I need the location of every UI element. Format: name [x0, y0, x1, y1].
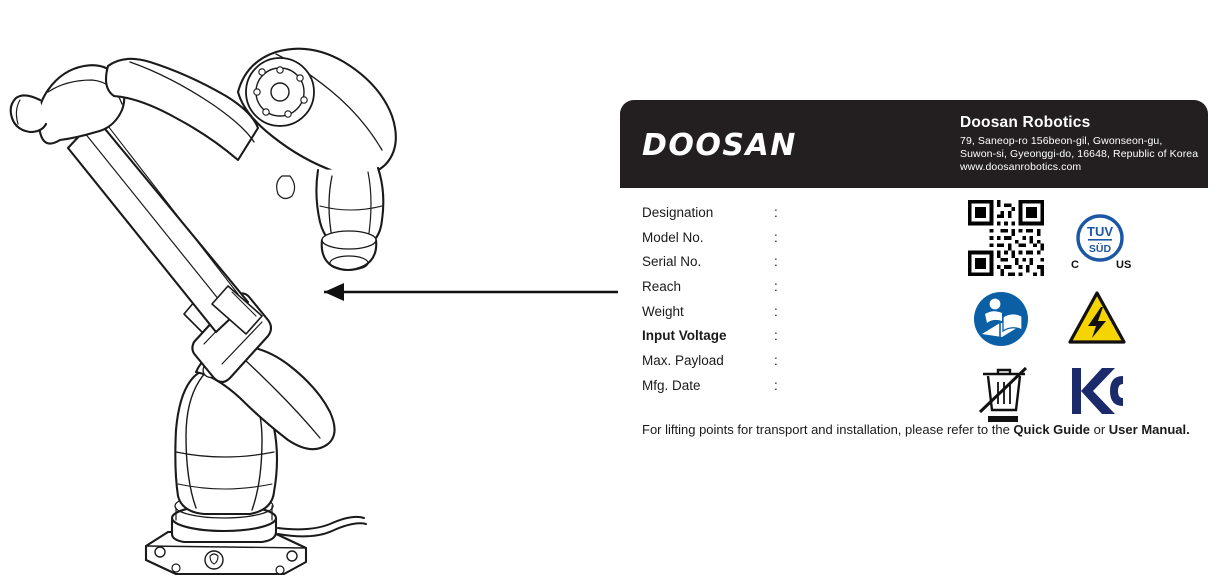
read-manual-pictogram-icon: [972, 290, 1030, 348]
field-row-mfg-date: [642, 373, 972, 398]
field-label-model-no: Model No.: [642, 229, 704, 245]
company-name: Doosan Robotics: [960, 114, 1091, 131]
company-address-line-1: 79, Saneop-ro 156beon-gil, Gwonseon-gu,: [960, 135, 1163, 147]
callout-arrow: [300, 280, 620, 304]
field-colon-weight: :: [774, 303, 778, 319]
note-text-before: For lifting points for transport and installation, please refer to the: [642, 422, 1014, 437]
svg-text:US: US: [1116, 259, 1132, 271]
field-row-max-payload: [642, 348, 972, 373]
nameplate-header: [620, 100, 1208, 188]
nameplate-field-list: [642, 200, 972, 398]
field-colon-reach: :: [774, 278, 778, 294]
field-label-max-payload: Max. Payload: [642, 352, 724, 368]
field-label-mfg-date: Mfg. Date: [642, 377, 701, 393]
field-row-model-no: [642, 225, 972, 250]
certification-marks-area: [960, 192, 1200, 414]
qr-code-icon: [968, 200, 1044, 276]
field-label-weight: Weight: [642, 303, 684, 319]
field-colon-mfg-date: :: [774, 377, 778, 393]
field-colon-input-voltage: :: [774, 328, 778, 344]
field-row-input-voltage: [642, 323, 972, 348]
high-voltage-warning-pictogram-icon: [1068, 290, 1126, 348]
field-label-input-voltage: Input Voltage: [642, 328, 727, 344]
field-row-weight: [642, 299, 972, 324]
callout-arrow-svg: [300, 280, 620, 304]
tuv-sud-certification-mark-icon: [1068, 210, 1132, 274]
product-nameplate: [620, 100, 1208, 458]
svg-text:C: C: [1071, 259, 1079, 271]
note-user-manual: User Manual.: [1108, 422, 1190, 437]
field-label-designation: Designation: [642, 204, 714, 220]
svg-text:SÜD: SÜD: [1088, 243, 1112, 255]
field-colon-serial-no: :: [774, 254, 778, 270]
doosan-logo-wordmark: DOOSAN: [642, 128, 797, 163]
company-info-block: [960, 114, 1198, 174]
lifting-points-note: [642, 422, 1190, 437]
note-quick-guide: Quick Guide: [1013, 422, 1090, 437]
field-row-serial-no: [642, 249, 972, 274]
field-row-designation: [642, 200, 972, 225]
weee-crossed-out-bin-pictogram-icon: [974, 362, 1032, 424]
note-text-middle: or: [1090, 422, 1109, 437]
field-label-serial-no: Serial No.: [642, 254, 702, 270]
company-website: www.doosanrobotics.com: [960, 161, 1082, 173]
field-colon-designation: :: [774, 204, 778, 220]
field-row-reach: [642, 274, 972, 299]
field-label-reach: Reach: [642, 278, 682, 294]
company-address-line-2: Suwon-si, Gyeonggi-do, 16648, Republic of Korea: [960, 148, 1199, 160]
field-colon-max-payload: :: [774, 352, 778, 368]
field-colon-model-no: :: [774, 229, 778, 245]
svg-text:TUV: TUV: [1087, 224, 1113, 239]
kc-certification-mark-icon: [1068, 362, 1130, 420]
